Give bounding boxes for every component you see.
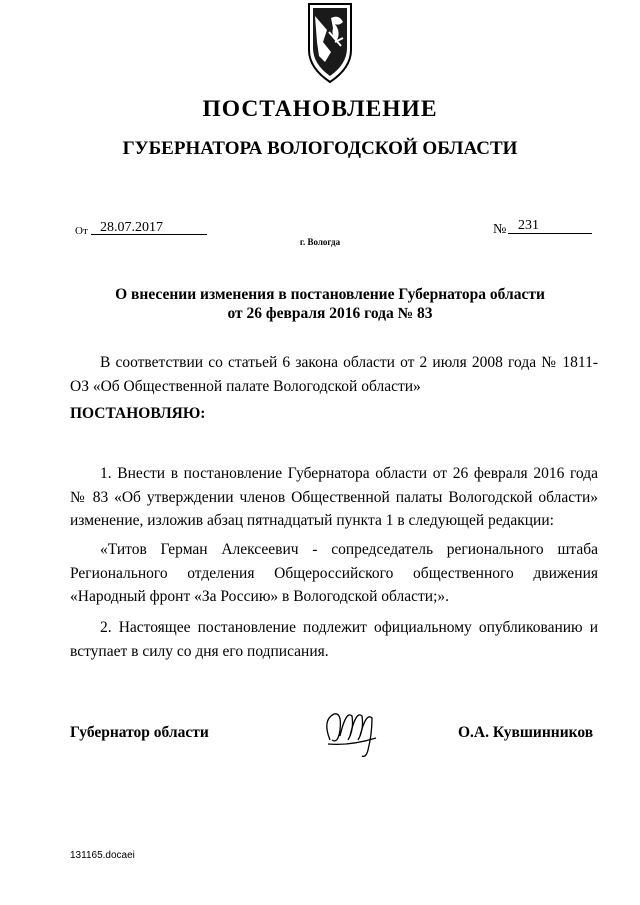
signatory-name: О.А. Кувшинников: [458, 724, 594, 741]
coat-of-arms-icon: [305, 2, 355, 84]
preamble-paragraph: В соответствии со статьей 6 закона области от 2 июля 2008 года № 1811-ОЗ «Об Общественной палате Вологодской области»: [70, 354, 598, 395]
city-label: г. Вологда: [299, 237, 341, 247]
item-1-paragraph: 1. Внести в постановление Губернатора области от 26 февраля 2016 года № 83 «Об утверждении членов Общественной палаты Вологодской области» изменение, изложив абзац пятнадцатый пункта 1 в следующей редакции:: [70, 465, 598, 529]
document-number: 231: [508, 218, 592, 234]
document-subject: [60, 285, 600, 323]
decree-word: ПОСТАНОВЛЯЮ:: [70, 405, 206, 422]
date-prefix: От: [75, 225, 88, 237]
subject-line-1: О внесении изменения в постановление Губернатора области: [115, 286, 545, 303]
handwritten-signature-icon: [320, 700, 384, 764]
item-1-quote-paragraph: «Титов Герман Алексеевич - сопредседатель регионального штаба Регионального отделения Общероссийского общественного движения «Народный фронт «За Россию» в Вологодской области;».: [70, 541, 598, 605]
document-date: 28.07.2017: [91, 220, 207, 235]
subject-line-2: от 26 февраля 2016 года № 83: [227, 305, 433, 322]
item-2-paragraph: 2. Настоящее постановление подлежит официальному опубликованию и вступает в силу со дня его подписания.: [70, 619, 598, 660]
file-code: 131165.docaei: [70, 850, 135, 861]
number-prefix: №: [493, 222, 507, 237]
signatory-position: Губернатор области: [70, 724, 209, 741]
issuer-title: ГУБЕРНАТОРА ВОЛОГОДСКОЙ ОБЛАСТИ: [122, 138, 518, 159]
document-title: ПОСТАНОВЛЕНИЕ: [202, 96, 438, 122]
